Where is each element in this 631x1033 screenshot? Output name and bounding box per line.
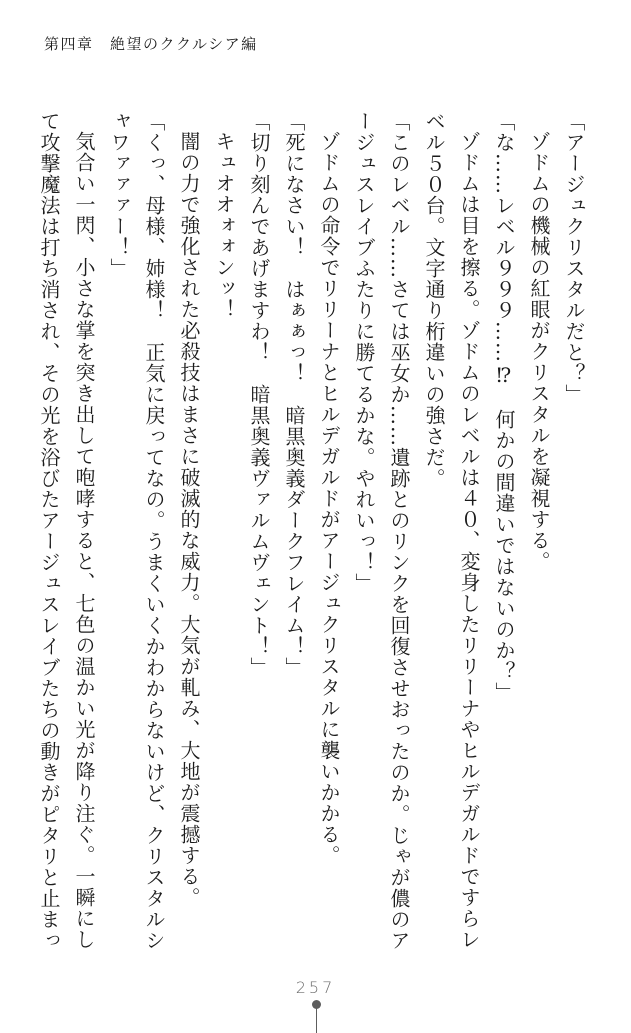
paragraph: 「くっ、母様、姉様！ 正気に戻ってなの。うまくいくかわからないけど、クリスタルシャワァァァー！」 [107,111,166,951]
paragraph: 気合い一閃、小さな掌を突き出して咆哮すると、七色の温かい光が降り注ぐ。一瞬にして攻撃魔法は打ち消され、その光を浴びたアージュスレイブたちの動きがピタリと止まっ [37,111,96,951]
paragraph: 「このレベル……さては巫女か……遺跡とのリンクを回復させおったのか。じゃが儂のアージュスレイブふたりに勝てるかな。やれいっ！」 [352,111,411,951]
chapter-header: 第四章 絶望のククルシア編 [44,35,258,53]
paragraph: ゾドムの機械の紅眼がクリスタルを凝視する。 [527,131,551,572]
paragraph: ゾドムは目を擦る。ゾドムのレベルは４０、変身したリリーナやヒルデガルドですらレベル５０台。文字通り桁違いの強さだ。 [422,111,481,950]
paragraph: 「アージュクリスタルだと？」 [562,111,586,405]
paragraph: 「切り刻んであげますわ！ 暗黒奥義ヴァルムヴェント！」 [247,111,271,678]
paragraph: 「死になさい！ はぁぁっ！ 暗黒奥義ダークフレイム！」 [282,111,306,678]
page-number: 257 [295,978,336,997]
paragraph: キュオオォォンッ！ [212,131,236,320]
text-body [31,111,591,956]
paragraph: 「な……レベル９９９……⁉ 何かの間違いではないのか？」 [492,111,516,703]
page-marker-line [316,1006,317,1033]
paragraph: 闇の力で強化された必殺技はまさに破滅的な威力。大気が軋み、大地が震撼する。 [177,131,201,908]
paragraph: ゾドムの命令でリリーナとヒルデガルドがアージュクリスタルに襲いかかる。 [317,131,341,866]
